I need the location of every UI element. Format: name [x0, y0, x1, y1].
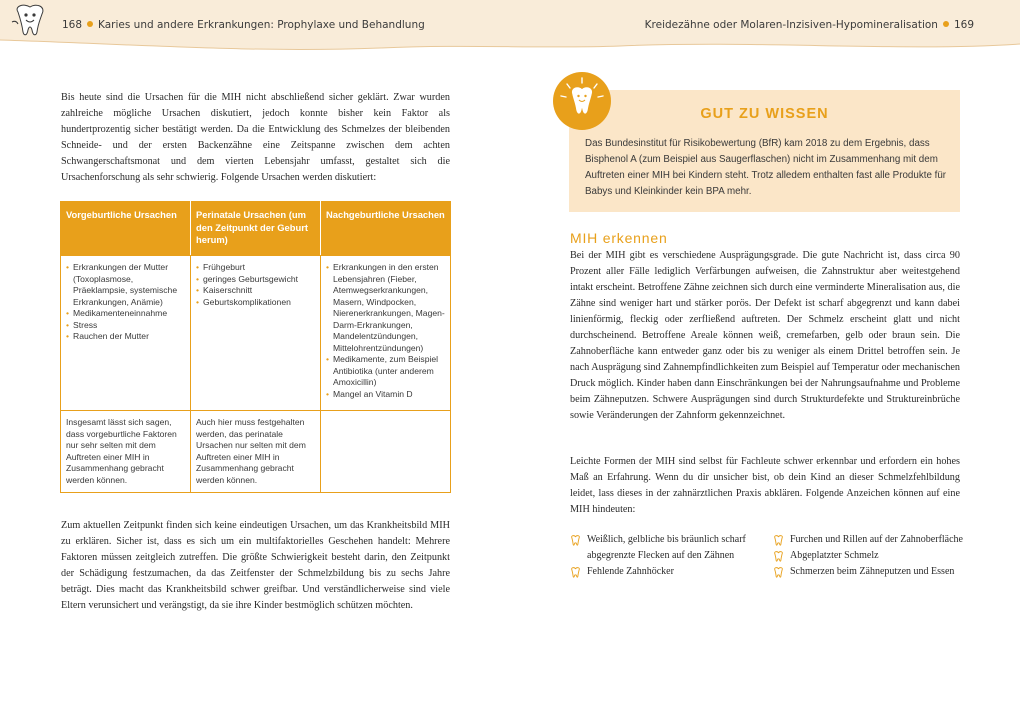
list-item: • geringes Geburtsgewicht [196, 274, 315, 286]
list-item: • Rauchen der Mutter [66, 331, 185, 343]
tooth-icon [570, 567, 581, 578]
sign-text: Schmerzen beim Zähneputzen und Essen [790, 566, 955, 577]
tooth-mascot-icon [10, 2, 58, 42]
header-dot-icon [943, 21, 949, 27]
list-item: • Stress [66, 320, 185, 332]
good-to-know-title: GUT ZU WISSEN [700, 106, 829, 122]
list-item: • Frühgeburt [196, 262, 315, 274]
note-prenatal: Insgesamt lässt sich sagen, dass vorgeburtliche Faktoren nur sehr selten mit dem Auftreten einer MIH in Zusammenhang gebracht werden können. [61, 411, 191, 493]
header-postnatal: Nachgeburtliche Ursachen [321, 202, 451, 256]
tooth-icon [773, 535, 784, 546]
note-perinatal: Auch hier muss festgehalten werden, das perinatale Ursachen nur selten mit dem Auftreten einer MIH in Zusammenhang gebracht werden können. [191, 411, 321, 493]
list-item: • Geburtskomplikationen [196, 297, 315, 309]
left-chapter-title: Karies und andere Erkrankungen: Prophylaxe und Behandlung [98, 19, 425, 31]
body-paragraph-1: Bei der MIH gibt es verschiedene Ausprägungsgrade. Die gute Nachricht ist, dass circa 90 Prozent aller Fälle lediglich Verfärbungen aufweisen, die Zahnstruktur aber weitestgehend intakt erscheint. Betroffene Zähne zeichnen sich durch eine verminderte Mineralisation aus, die Zähne sind weniger hart und stärker porös. Der Defekt ist scharf abgegrenzt und kann dabei linienförmig, fleckig oder zerfließend auftreten. Der Schmelz erscheint glatt und nicht durchscheinend. Betroffene Areale können weiß, cremefarben, gelb oder braun sein. Die Zahnoberfläche kann entweder ganz oder bis zu weniger als einem Drittel betroffen sein. Je nach Ausprägung sind Zahnempfindlichkeiten zum Beispiel auf Temperatur oder mechanischen Druck möglich. Kinder haben dann Einschränkungen bei der Nahrungsaufnahme und Probleme beim Zähneputzen. Schwere Ausprägungen sind durch Strukturdefekte und Struktureinbrüche sowie Veränderungen der Zahnform gekennzeichnet. [570, 250, 960, 421]
right-chapter-title: Kreidezähne oder Molaren-Inzisiven-Hypomineralisation [644, 19, 938, 31]
table-row [61, 256, 451, 411]
header-dot-icon [87, 21, 93, 27]
intro-paragraph: Bis heute sind die Ursachen für die MIH nicht abschließend sicher geklärt. Zwar wurden zahlreiche mögliche Ursachen diskutiert, jedoch konnte bisher kein Faktor als hundertprozentig sicher bestätigt werden. Da die Entwicklung des Schmelzes der bleibenden Schneide- und der ersten Backenzähne eine Zeitspanne zwischen dem achten Schwangerschaftsmonat und dem vierten Lebensjahr umfasst, gestaltet sich die Ursachenforschung als sehr schwierig. Folgende Ursachen werden diskutiert: [61, 92, 450, 183]
sign-item [773, 532, 963, 548]
prenatal-list [66, 262, 185, 343]
tooth-icon [570, 535, 581, 546]
sign-text: Furchen und Rillen auf der Zahnoberfläche [790, 534, 963, 545]
sign-text: Weißlich, gelbliche bis bräunlich scharf abgegrenzte Flecken auf den Zähnen [587, 534, 746, 561]
tooth-icon [773, 551, 784, 562]
sign-text: Abgeplatzter Schmelz [790, 550, 879, 561]
sign-item [773, 548, 963, 564]
cell-perinatal-causes [191, 256, 321, 411]
causes-table [60, 201, 451, 493]
list-item: • Erkrankungen der Mutter (Toxoplasmose, Präeklampsie, systemische Erkrankungen, Anämie) [66, 262, 185, 308]
signs-list-left [570, 532, 770, 580]
good-to-know-text: Das Bundesinstitut für Risikobewertung (BfR) kam 2018 zu dem Ergebnis, dass Bisphenol A (zum Beispiel aus Saugerflaschen) nicht im Zusammenhang mit dem Auftreten einer MIH bei Kindern steht. Trotz alledem enthalten fast alle Produkte für Babys und Kleinkinder kein BPA mehr. [585, 138, 947, 197]
left-running-header [62, 19, 425, 31]
table-row [61, 411, 451, 493]
list-item: • Kaiserschnitt [196, 285, 315, 297]
outro-paragraph: Zum aktuellen Zeitpunkt finden sich keine eindeutigen Ursachen, um das Krankheitsbild MIH zu erklären. Sicher ist, dass es sich um ein multifaktorielles Geschehen handelt: Mehrere Faktoren müssen zeitgleich zutreffen. Die größte Schwierigkeit besteht darin, den Zeitpunkt der Schädigung festzumachen, da das Zeitfenster der Schmelzbildung bis zu sechs Jahre beträgt. Dies macht das Krankheitsbild schwer greifbar. Und verständlicherweise sind viele Eltern verunsichert und verängstigt, da sie ihre Kinder bestmöglich schützen möchten. [61, 520, 450, 611]
sign-item [773, 564, 963, 580]
header-prenatal: Vorgeburtliche Ursachen [61, 202, 191, 256]
good-to-know-box [569, 90, 960, 212]
signs-list-right [773, 532, 963, 580]
right-page-number: 169 [953, 19, 974, 31]
list-item: • Erkrankungen in den ersten Lebensjahren (Fieber, Atemwegserkrankungen, Masern, Windpocken, Nierenerkrankungen, Magen-Darm-Erkrankungen, Mandelentzündungen, Mittelohrentzündungen) [326, 262, 445, 354]
cell-postnatal-causes [321, 256, 451, 411]
sign-item [570, 564, 770, 580]
list-item: • Medikamente, zum Beispiel Antibiotika (unter anderem Amoxicillin) [326, 354, 445, 389]
list-item: • Medikamenteneinnahme [66, 308, 185, 320]
body-paragraph-2: Leichte Formen der MIH sind selbst für Fachleute schwer erkennbar und erfordern ein hohes Maß an Erfahrung. Wenn du dir unsicher bist, ob dein Kind an dieser Schmelzfehlbildung leidet, lass dieses in der zahnärztlichen Praxis abklären. Folgende Anzeichen können auf eine MIH hindeuten: [570, 456, 960, 515]
cell-prenatal-causes [61, 256, 191, 411]
tooth-badge-icon [553, 72, 611, 130]
table-header-row [61, 202, 451, 256]
sign-text: Fehlende Zahnhöcker [587, 566, 674, 577]
sign-item [570, 532, 770, 564]
tooth-icon [773, 567, 784, 578]
right-running-header [645, 19, 974, 31]
list-item: • Mangel an Vitamin D [326, 389, 445, 401]
left-page-number: 168 [62, 19, 83, 31]
header-perinatal: Perinatale Ursachen (um den Zeitpunkt der Geburt herum) [191, 202, 321, 256]
perinatal-list [196, 262, 315, 308]
note-postnatal [321, 411, 451, 493]
section-heading: MIH erkennen [570, 230, 668, 246]
postnatal-list [326, 262, 445, 400]
